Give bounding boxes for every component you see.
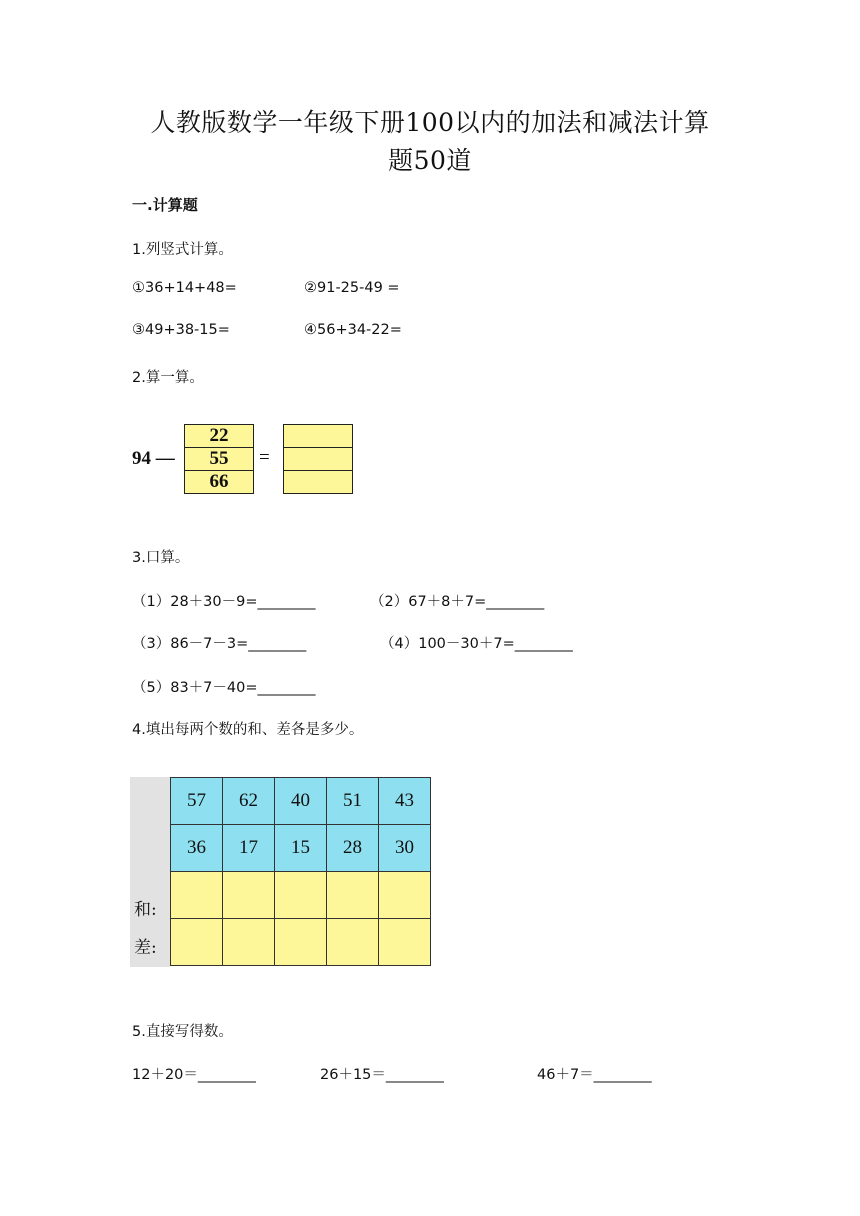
q4-diff-answer-cell[interactable] (275, 919, 327, 966)
q1-item-2: ②91-25-49 = (304, 280, 400, 296)
q2-answer-cell[interactable] (284, 471, 352, 493)
q4-bottom-cell: 28 (327, 825, 379, 872)
q2-subtrahend: 66 (209, 471, 229, 492)
q4-row-diff (171, 919, 431, 966)
q4-top-cell: 57 (171, 778, 223, 825)
q1-item-3: ③49+38-15= (132, 322, 230, 338)
q2-prompt: 2.算一算。 (132, 370, 204, 386)
q3-prompt: 3.口算。 (132, 550, 190, 566)
q4-sum-answer-cell[interactable] (379, 872, 431, 919)
q4-diff-answer-cell[interactable] (171, 919, 223, 966)
q1-prompt: 1.列竖式计算。 (132, 242, 233, 258)
q4-top-cell: 62 (223, 778, 275, 825)
q4-diff-answer-cell[interactable] (327, 919, 379, 966)
title-line-2: 题50道 (388, 146, 472, 175)
q1-item-4: ④56+34-22= (304, 322, 402, 338)
q4-sum-answer-cell[interactable] (171, 872, 223, 919)
q4-diff-label: 差: (134, 938, 157, 958)
q4-sum-answer-cell[interactable] (327, 872, 379, 919)
q2-answer-cell[interactable] (284, 448, 352, 471)
q4-prompt: 4.填出每两个数的和、差各是多少。 (132, 722, 364, 738)
q4-bottom-cell: 15 (275, 825, 327, 872)
q3-item-5: （5）83＋7－40=________ (132, 680, 316, 696)
q2-subtrahend: 22 (185, 425, 253, 448)
q5-item-2: 26＋15＝________ (320, 1067, 444, 1083)
q4-bottom-cell: 17 (223, 825, 275, 872)
q4-top-cell: 40 (275, 778, 327, 825)
q3-item-3: （3）86－7－3=________ (132, 636, 307, 652)
q2-subtrahend: 55 (185, 448, 253, 471)
q4-sum-answer-cell[interactable] (223, 872, 275, 919)
document-title (100, 104, 760, 180)
section-heading: 一.计算题 (132, 196, 198, 214)
q3-item-2: （2）67＋8＋7=________ (370, 594, 545, 610)
q2-subtrahend-box (184, 424, 254, 494)
q4-top-cell: 43 (379, 778, 431, 825)
q4-sum-label: 和: (134, 900, 157, 920)
q2-minuend: 94 — (132, 448, 175, 469)
q3-item-1: （1）28＋30－9=________ (132, 594, 316, 610)
q4-bottom-cell: 30 (379, 825, 431, 872)
q4-row-bottom (171, 825, 431, 872)
q4-diff-answer-cell[interactable] (379, 919, 431, 966)
q4-bottom-cell: 36 (171, 825, 223, 872)
q5-item-3: 46＋7＝________ (537, 1067, 652, 1083)
q2-answer-box[interactable] (283, 424, 353, 494)
q1-item-1: ①36+14+48= (132, 280, 237, 296)
q2-answer-cell[interactable] (284, 425, 352, 448)
q4-row-sum (171, 872, 431, 919)
q3-item-4: （4）100－30＋7=________ (380, 636, 573, 652)
q5-prompt: 5.直接写得数。 (132, 1024, 233, 1040)
q5-item-1: 12＋20＝________ (132, 1067, 256, 1083)
title-line-1: 人教版数学一年级下册100以内的加法和减法计算 (150, 108, 710, 137)
q4-table (170, 777, 431, 966)
q4-top-cell: 51 (327, 778, 379, 825)
q4-sum-answer-cell[interactable] (275, 872, 327, 919)
q4-row-top (171, 778, 431, 825)
q4-diff-answer-cell[interactable] (223, 919, 275, 966)
q2-equals-sign: = (259, 447, 270, 468)
